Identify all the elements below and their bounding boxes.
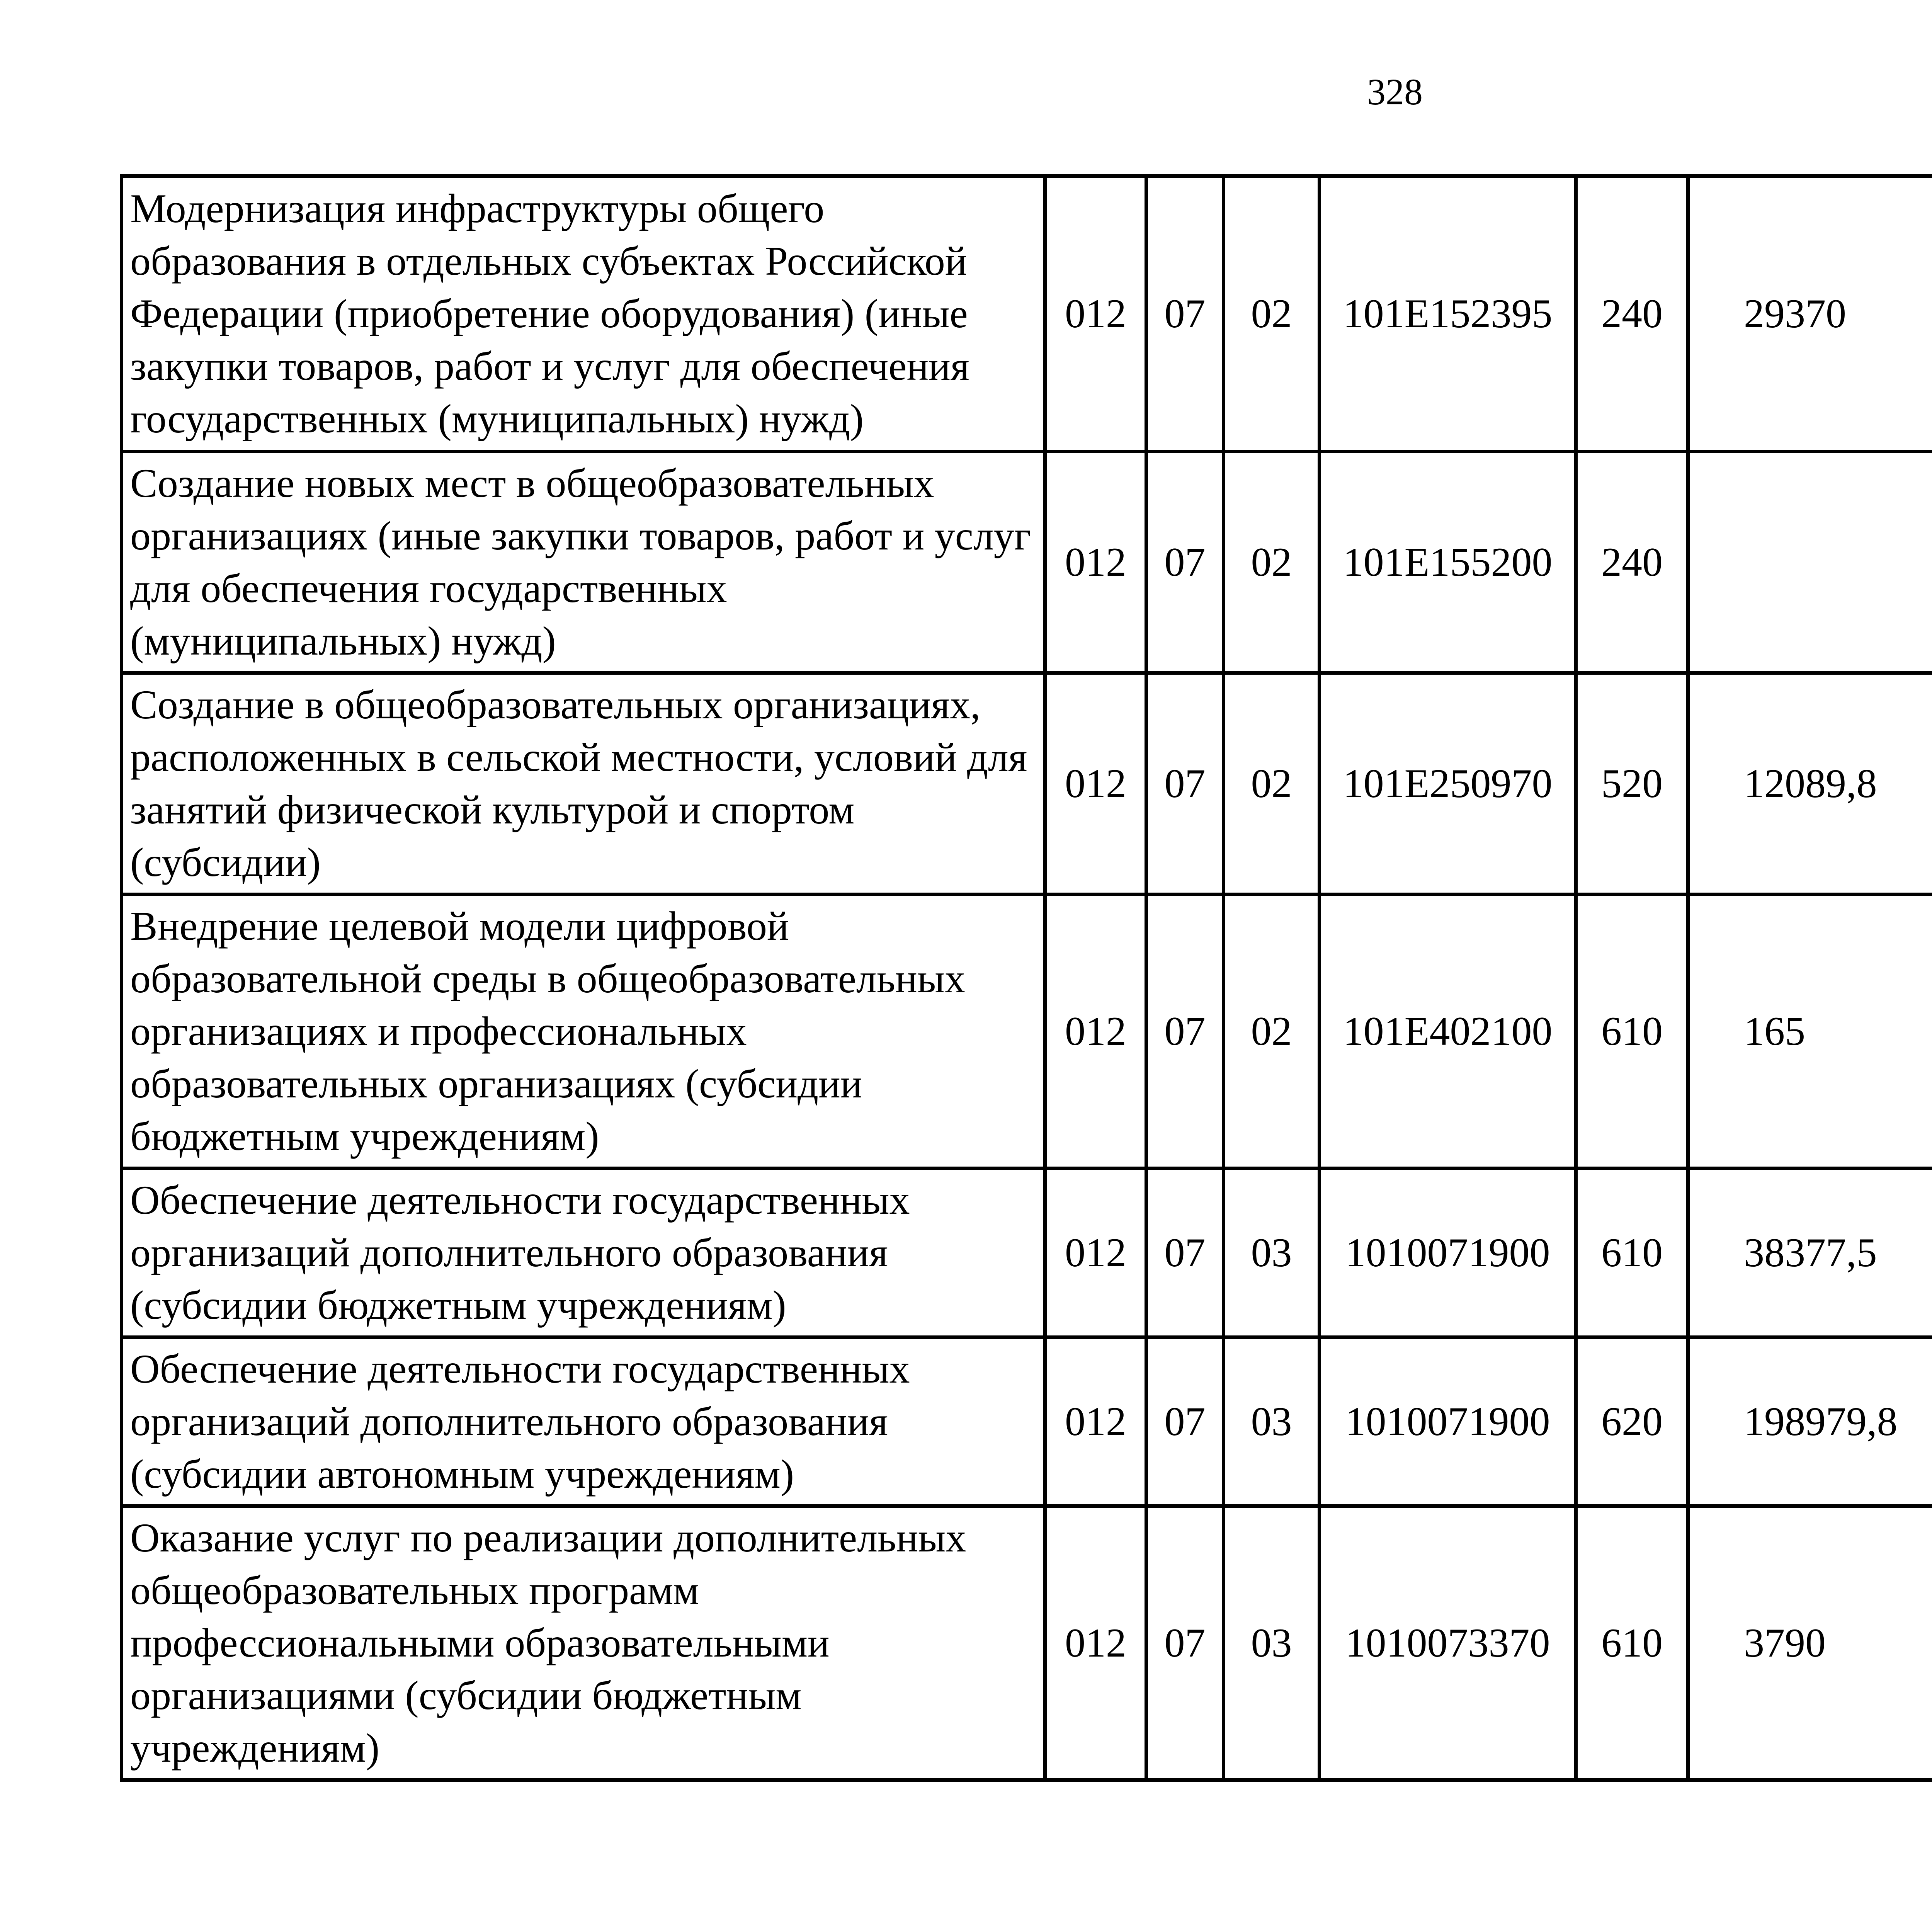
section-code: 07: [1146, 452, 1224, 673]
ministry-code: 012: [1045, 895, 1146, 1169]
amount-year-1: [1688, 452, 1932, 673]
ministry-code: 012: [1045, 673, 1146, 895]
ministry-code: 012: [1045, 1169, 1146, 1337]
ministry-code: 012: [1045, 1506, 1146, 1780]
table-row: [122, 895, 1932, 1169]
page-number: 328: [1367, 71, 1423, 112]
ministry-code: 012: [1045, 452, 1146, 673]
amount-year-1: 29370: [1688, 176, 1932, 452]
table-row: [122, 1169, 1932, 1337]
subsection-code: 02: [1224, 895, 1320, 1169]
row-description: Модернизация инфраструктуры общего образования в отдельных субъектах Российской Федерации (приобретение оборудования) (иные закупки товаров, работ и услуг для обеспечения государственных (муниципальных) нужд): [122, 176, 1045, 452]
table-row: [122, 1506, 1932, 1780]
table-row: [122, 1337, 1932, 1506]
target-article-code: 101Е152395: [1320, 176, 1576, 452]
expense-type-code: 610: [1576, 1506, 1688, 1780]
target-article-code: 101Е155200: [1320, 452, 1576, 673]
budget-table: [120, 174, 1932, 1782]
expense-type-code: 520: [1576, 673, 1688, 895]
target-article-code: 1010073370: [1320, 1506, 1576, 1780]
subsection-code: 03: [1224, 1169, 1320, 1337]
row-description: Создание новых мест в общеобразовательных организациях (иные закупки товаров, работ и услуг для обеспечения государственных (муниципальных) нужд): [122, 452, 1045, 673]
row-description: Обеспечение деятельности государственных организаций дополнительного образования (субсидии бюджетным учреждениям): [122, 1169, 1045, 1337]
expense-type-code: 240: [1576, 452, 1688, 673]
section-code: 07: [1146, 1169, 1224, 1337]
subsection-code: 02: [1224, 673, 1320, 895]
row-description: Оказание услуг по реализации дополнительных общеобразовательных программ профессиональными образовательными организациями (субсидии бюджетным учреждениям): [122, 1506, 1045, 1780]
ministry-code: 012: [1045, 176, 1146, 452]
amount-year-1: 38377,5: [1688, 1169, 1932, 1337]
section-code: 07: [1146, 1506, 1224, 1780]
section-code: 07: [1146, 673, 1224, 895]
section-code: 07: [1146, 176, 1224, 452]
amount-year-1: 12089,8: [1688, 673, 1932, 895]
target-article-code: 1010071900: [1320, 1169, 1576, 1337]
table-row: [122, 452, 1932, 673]
expense-type-code: 610: [1576, 895, 1688, 1169]
ministry-code: 012: [1045, 1337, 1146, 1506]
expense-type-code: 620: [1576, 1337, 1688, 1506]
row-description: Создание в общеобразовательных организациях, расположенных в сельской местности, условий для занятий физической культурой и спортом (субсидии): [122, 673, 1045, 895]
section-code: 07: [1146, 1337, 1224, 1506]
target-article-code: 101Е250970: [1320, 673, 1576, 895]
target-article-code: 1010071900: [1320, 1337, 1576, 1506]
subsection-code: 02: [1224, 176, 1320, 452]
section-code: 07: [1146, 895, 1224, 1169]
subsection-code: 02: [1224, 452, 1320, 673]
table-row: [122, 176, 1932, 452]
subsection-code: 03: [1224, 1337, 1320, 1506]
row-description: Обеспечение деятельности государственных организаций дополнительного образования (субсидии автономным учреждениям): [122, 1337, 1045, 1506]
expense-type-code: 610: [1576, 1169, 1688, 1337]
amount-year-1: 198979,8: [1688, 1337, 1932, 1506]
target-article-code: 101Е402100: [1320, 895, 1576, 1169]
expense-type-code: 240: [1576, 176, 1688, 452]
subsection-code: 03: [1224, 1506, 1320, 1780]
row-description: Внедрение целевой модели цифровой образовательной среды в общеобразовательных организациях и профессиональных образовательных организациях (субсидии бюджетным учреждениям): [122, 895, 1045, 1169]
amount-year-1: 165: [1688, 895, 1932, 1169]
amount-year-1: 3790: [1688, 1506, 1932, 1780]
table-row: [122, 673, 1932, 895]
